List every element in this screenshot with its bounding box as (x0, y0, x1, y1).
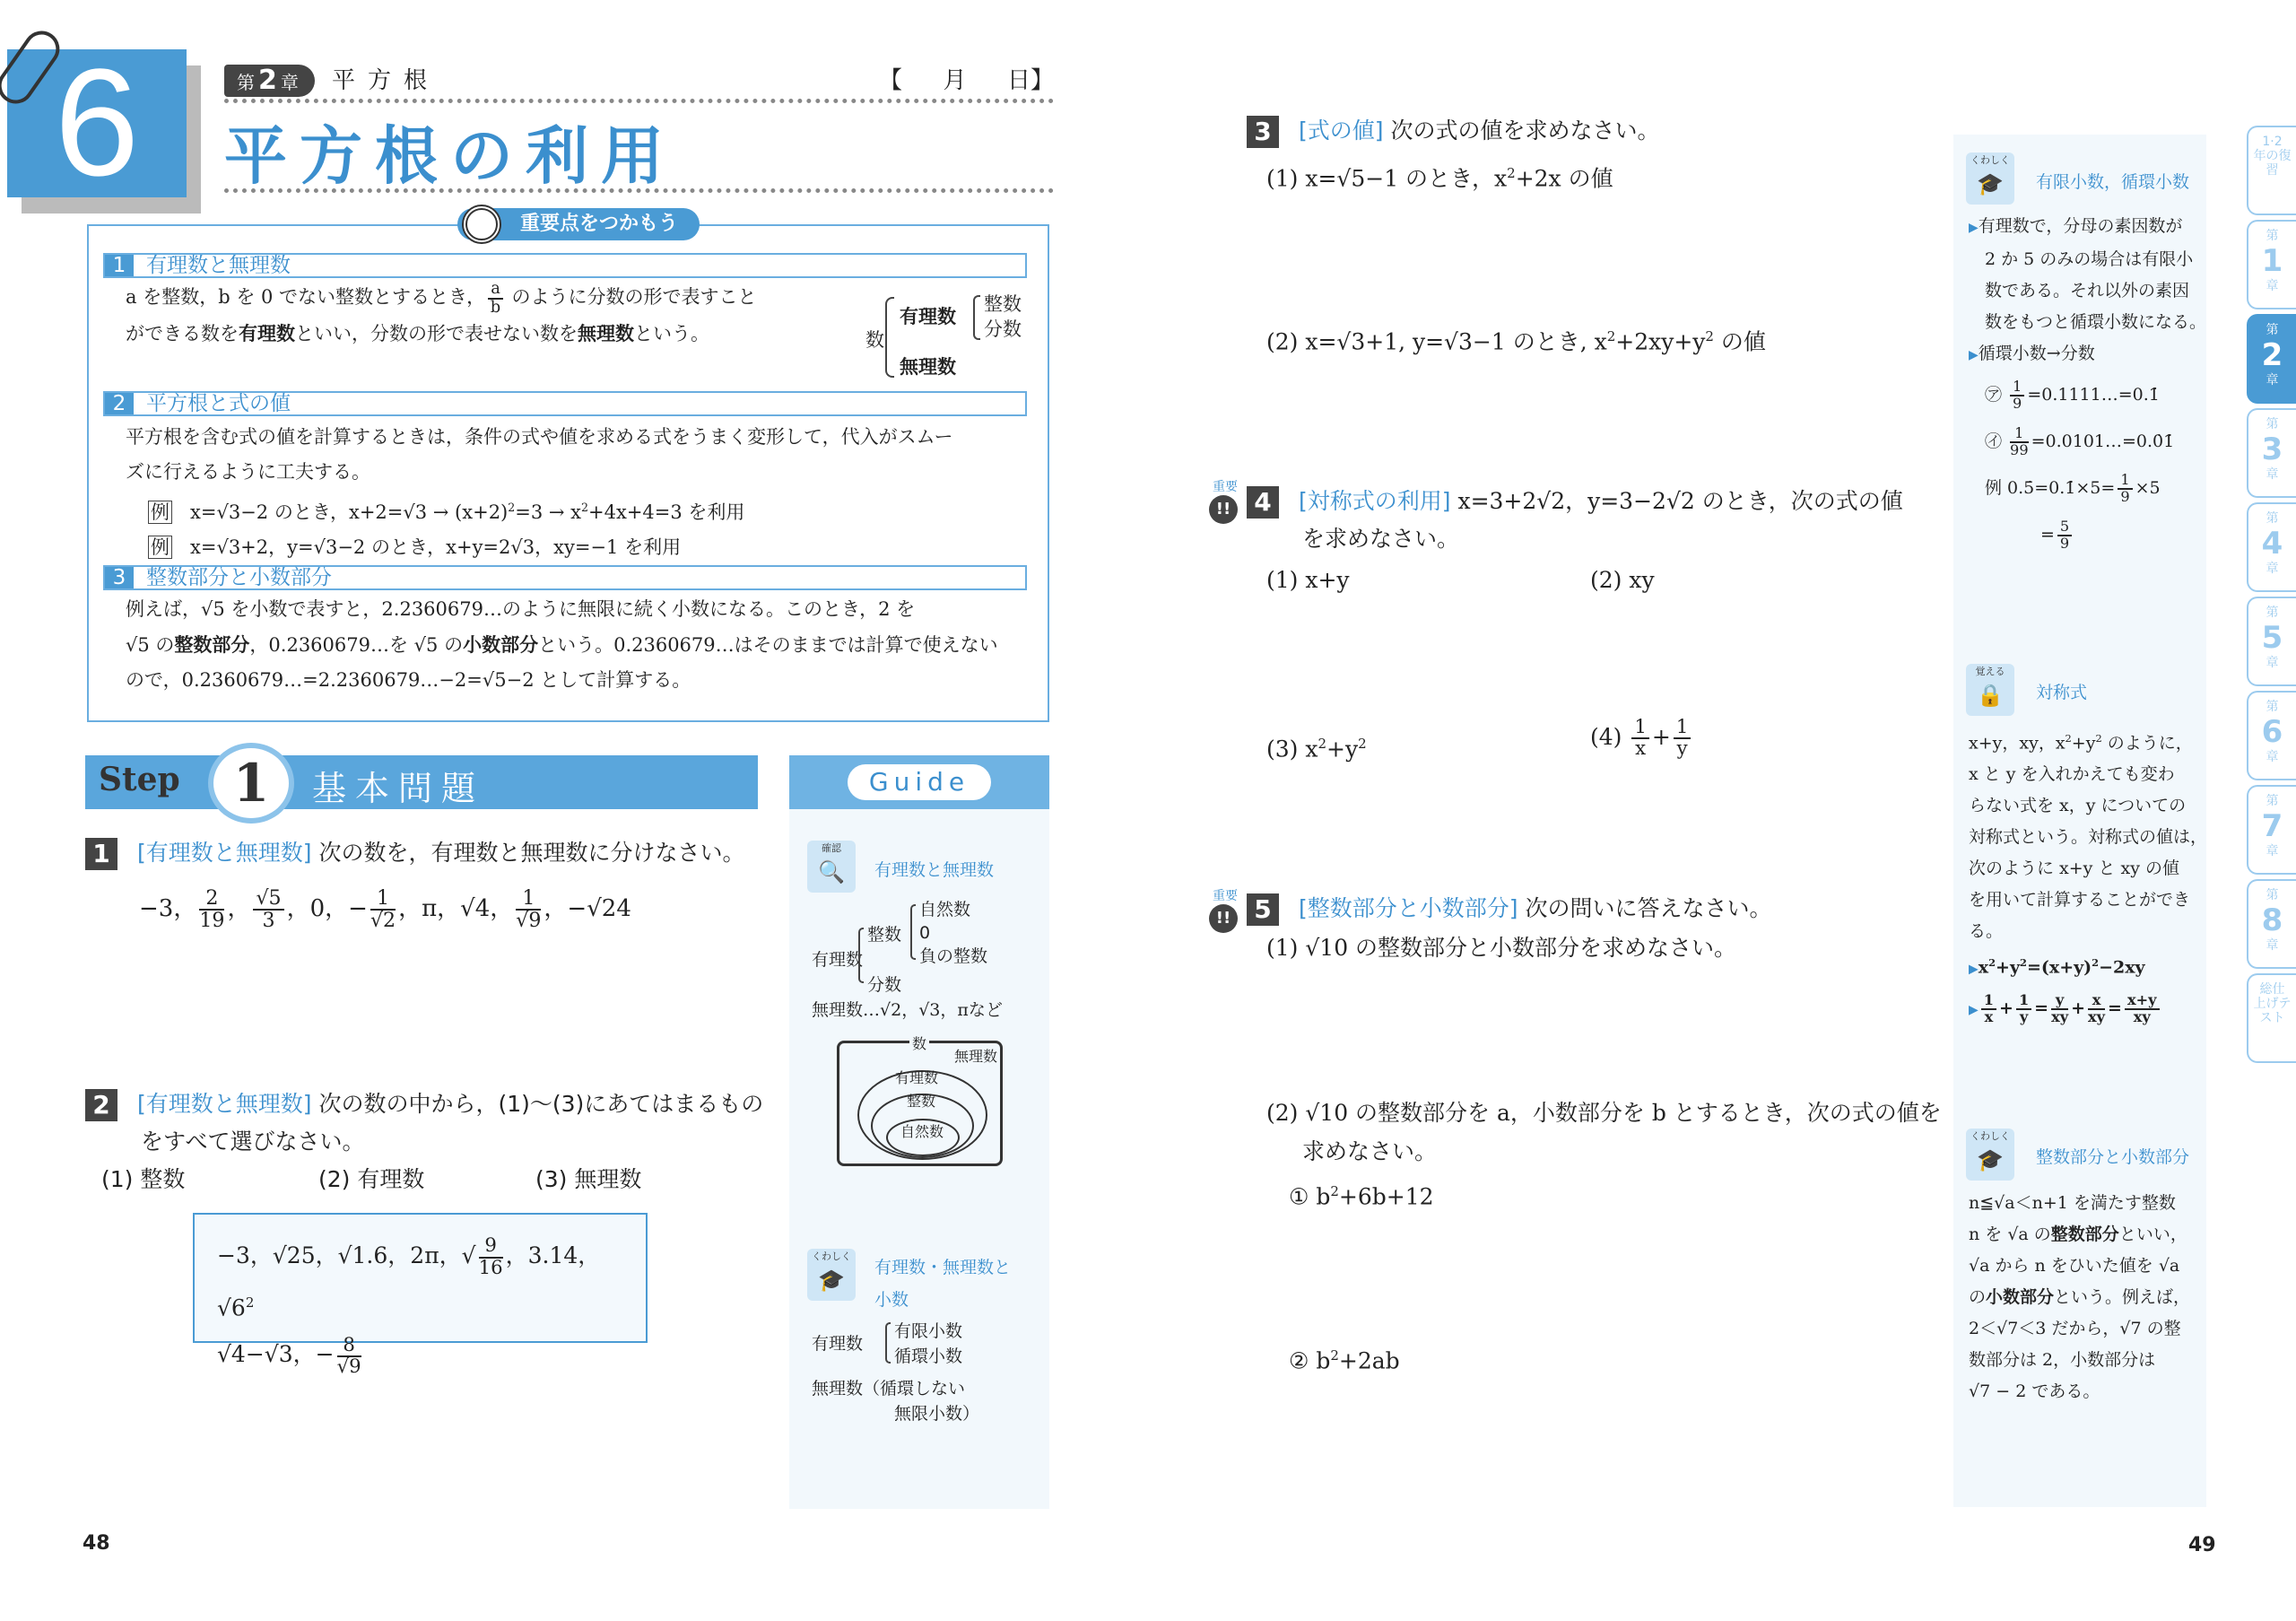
tip-line: x+y，xy，$x^2+y^2$ のように， (1969, 732, 2193, 754)
icon-label: くわしく (812, 1251, 851, 1262)
tip-line: ▶ $\frac{1}{x}$ + $\frac{1}{y}$ = $\frac{y}{xy}$ + $\frac{x}{xy}$ = $\frac{x+y}{xy}$ (1969, 986, 2211, 1033)
chapter-prefix: 第 (237, 72, 255, 93)
venn-diagram (837, 1035, 1003, 1166)
tip-line: る。 (1969, 921, 2004, 942)
fraction: $\frac{5}{9}$ (2057, 519, 2072, 552)
tab-top: 第 (2266, 700, 2279, 714)
question-text: 次の問いに答えなさい。 (1525, 895, 1772, 921)
label: 数 (865, 329, 884, 351)
tip-line: を用いて計算することができ (1969, 890, 2191, 911)
key-section-header (103, 253, 1027, 278)
sub-question: ② $b^2+2ab$ (1289, 1347, 1400, 1374)
tip-line: n≦√a＜n+1 を満たす整数 (1969, 1193, 2176, 1213)
number-box (193, 1213, 648, 1378)
tab-main: 8 (2261, 902, 2283, 938)
tip-line: ▶循環小数→分数 (1969, 344, 2095, 363)
magnifier-icon: 確認 🔍 (807, 841, 856, 893)
question-number: 2 (85, 1089, 117, 1121)
tip-line: 対称式という。対称式の値は， (1969, 827, 2208, 848)
fraction: $\frac{9}{16}$ (478, 1234, 503, 1279)
label: 整数 (907, 1093, 936, 1110)
label: 分数 (984, 318, 1022, 340)
question-tag: [対称式の利用] (1299, 488, 1451, 514)
label: 有理数 (812, 1334, 864, 1354)
tab-bottom: 章 (2266, 656, 2279, 670)
tip-line: らない式を x，y についての (1969, 796, 2187, 816)
tip-line: $▶x^2+y^2=(x+y)^2-2xy$ (1969, 956, 2145, 978)
fraction: $\frac{x+y}{xy}$ (2125, 993, 2160, 1025)
question-text: を求めなさい。 (1302, 526, 1460, 552)
label: 0 (919, 923, 931, 943)
divider (224, 99, 1054, 103)
decimal-tree (812, 1319, 1045, 1426)
key-section-header (103, 565, 1027, 590)
important-mark (1209, 477, 1241, 524)
tip-line: ㋐ $\frac{1}{9}$ =0.1111…=0.1̇ (1985, 378, 2160, 412)
icon-label: 覚える (1975, 666, 2005, 677)
tab-bottom: 年の復習 (2253, 149, 2292, 178)
fraction: $\frac{8}{√9}$ (336, 1333, 361, 1378)
tip-line: 数部分は 2，小数部分は (1969, 1350, 2156, 1370)
step-title: 基本問題 (312, 769, 485, 808)
sub-question: ① $b^2+6b+12$ (1289, 1183, 1434, 1210)
tab-bottom: 章 (2266, 938, 2279, 953)
question-5 (1247, 890, 1946, 928)
tab-top: 第 (2266, 606, 2279, 620)
sub-question: (2) xy (1590, 567, 1655, 593)
section-title: 平方根と式の値 (146, 392, 291, 415)
tab-bottom: 上げテスト (2253, 997, 2292, 1025)
sub-question: 求めなさい。 (1302, 1138, 1438, 1164)
title-line: 有理数・無理数と (874, 1258, 1012, 1277)
section-num: 3 (105, 567, 134, 588)
question-number: 5 (1247, 893, 1279, 926)
label: 負の整数 (919, 946, 988, 966)
sub-question: (3) 無理数 (535, 1166, 642, 1192)
number-list: −3，√25，√1.6，2π，√ $\frac{9}{16}$ ，3.14，$√6^2$ (217, 1234, 601, 1321)
divider (224, 188, 1054, 193)
target-icon (462, 205, 501, 244)
fraction: $\frac{a}{b}$ (488, 281, 503, 316)
label: 無限小数） (894, 1404, 980, 1424)
label: 無理数 (954, 1048, 998, 1065)
sub-question: (4) $\frac{1}{x}$ + $\frac{1}{y}$ (1590, 718, 1693, 760)
tab-top: 1·2 (2262, 135, 2283, 149)
fraction: $\frac{1}{√2}$ (370, 886, 396, 933)
question-number: 1 (85, 838, 117, 870)
tab-top: 第 (2266, 229, 2279, 243)
page-title: 平方根の利用 (224, 119, 676, 193)
tip-line: 次のように x+y と xy の値 (1969, 858, 2179, 879)
tab-top: 第 (2266, 888, 2279, 902)
chapter-tab[interactable] (2247, 597, 2296, 686)
question-tag: [有理数と無理数] (137, 840, 312, 866)
date-field (879, 65, 1054, 97)
important-label: 重要 (1213, 480, 1238, 494)
sub-question: (1) x+y (1266, 567, 1350, 593)
guide-label: Guide (848, 764, 991, 800)
section-num: 2 (105, 393, 134, 414)
question-number: 3 (1247, 116, 1279, 148)
tab-bottom: 章 (2266, 562, 2279, 576)
tip-line: x と y を入れかえても変わ (1969, 764, 2175, 785)
text-line: a を整数，b を 0 でない整数とするとき， $\frac{a}{b}$ のように分数の形で表すこと (126, 278, 757, 317)
date-day: 日】 (1006, 67, 1054, 94)
fraction: $\frac{y}{xy}$ (2051, 990, 2069, 1025)
key-section-header (103, 391, 1027, 416)
label: 自然数 (900, 1123, 944, 1140)
tip-body (1969, 723, 2211, 1033)
chapter-tab[interactable] (2247, 691, 2296, 780)
sub-question: (3) $x^2+y^2$ (1266, 736, 1367, 763)
fraction: $\frac{x}{xy}$ (2088, 990, 2106, 1025)
section-text (126, 420, 1031, 565)
exclamation-icon: !! (1209, 904, 1238, 933)
lesson-number: 6 (7, 49, 187, 197)
section-text (126, 592, 1031, 698)
section-title: 整数部分と小数部分 (146, 566, 332, 589)
fraction: $\frac{1}{9}$ (2118, 473, 2132, 505)
chapter-tab[interactable] (2247, 879, 2296, 969)
tab-bottom: 章 (2266, 844, 2279, 858)
chapter-tab[interactable] (2247, 973, 2296, 1063)
fraction: $\frac{1}{x}$ (1981, 993, 1996, 1025)
sub-question: (1) x=√5−1 のとき，$x^2+2x$ の値 (1266, 165, 1613, 192)
label: 整数 (867, 925, 902, 945)
section-title: 有理数と無理数 (146, 254, 291, 277)
sub-question: (2) x=√3+1, y=√3−1 のとき, $x^2+2xy+y^2$ の値 (1266, 328, 1766, 355)
tip-line: √a から n をひいた値を √a (1969, 1256, 2180, 1276)
lock-head-icon: 覚える 🔒 (1966, 664, 2014, 716)
tip-line: 2＜√7＜3 だから，√7 の整 (1969, 1319, 2181, 1338)
step-label: Step (99, 761, 180, 798)
label: 有理数 (812, 950, 864, 970)
tab-bottom: 章 (2266, 279, 2279, 293)
label: 循環小数 (894, 1346, 963, 1366)
tip-line: 例 0.5̇=0.1̇×5= $\frac{1}{9}$ ×5 (1985, 471, 2161, 505)
tip-body (1969, 211, 2206, 558)
tip-line: ▶有理数で，分母の素因数が (1969, 216, 2183, 236)
step-number: 1 (208, 743, 294, 824)
tab-main: 1 (2261, 243, 2283, 279)
tip-title: 有限小数，循環小数 (2036, 172, 2190, 192)
label: 数 (909, 1033, 929, 1053)
sub-question: (1) 整数 (101, 1166, 186, 1192)
label: 自然数 (919, 900, 971, 919)
tab-top: 第 (2266, 323, 2279, 337)
text-line: 例えば，√5 を小数で表すと，2.2360679…のように無限に続く小数になる。このとき，2 を (126, 598, 916, 620)
question-tag: [整数部分と小数部分] (1299, 895, 1518, 921)
tip-title: 対称式 (2036, 683, 2088, 702)
graduation-cap-icon: くわしく 🎓 (1966, 153, 2014, 205)
tab-bottom: 章 (2266, 373, 2279, 388)
text-line: ができる数を有理数といい，分数の形で表せない数を無理数という。 (126, 322, 709, 345)
tab-bottom: 章 (2266, 467, 2279, 482)
label: 無理数 (900, 356, 956, 378)
icon-label: くわしく (1970, 154, 2010, 166)
question-tag: [有理数と無理数] (137, 1091, 312, 1117)
text-line: √5 の整数部分，0.2360679…を √5 の小数部分という。0.2360679…はそのままでは計算で使えない (126, 633, 998, 656)
label: 有理数 (900, 306, 956, 327)
fraction: $\frac{1}{9}$ (2010, 379, 2024, 412)
label: 整数 (984, 293, 1022, 315)
tab-main: 4 (2261, 526, 2283, 562)
tab-top: 第 (2266, 794, 2279, 808)
fraction: $\frac{1}{y}$ (1674, 718, 1692, 760)
chapter-badge (224, 65, 315, 97)
label: 無理数（循環しない (812, 1379, 966, 1399)
question-text: 次の数の中から，(1)～(3)にあてはまるもの (318, 1091, 764, 1117)
text-line: ズに行えるように工夫する。 (126, 461, 370, 483)
label: 有理数 (895, 1069, 939, 1086)
fraction: $\frac{1}{x}$ (1631, 718, 1649, 760)
graduation-cap-icon: くわしく 🎓 (1966, 1129, 2014, 1181)
tab-main: 5 (2261, 620, 2283, 656)
title-line: 小数 (874, 1290, 909, 1310)
key-points-badge: 重要点をつかもう (457, 208, 700, 240)
chapter-tab[interactable] (2247, 314, 2296, 404)
icon-label: 確認 (822, 842, 841, 854)
tip-line: √7 − 2 である。 (1969, 1381, 2100, 1401)
tip-line: ㋑ $\frac{1}{99}$ =0.0101…=0.0̇1̇ (1985, 424, 2175, 458)
text-line: 平方根を含む式の値を計算するときは，条件の式や値を求める式をうまく変形して，代入がスムー (126, 426, 953, 448)
question-text: をすべて選びなさい。 (141, 1129, 365, 1155)
text-line: ので，0.2360679…=2.2360679…−2=√5−2 として計算する。 (126, 669, 691, 691)
icon-label: くわしく (1970, 1130, 2010, 1142)
fraction: $\frac{1}{√9}$ (516, 886, 542, 933)
tip-line: = $\frac{5}{9}$ (1969, 511, 2206, 558)
chapter-tab[interactable] (2247, 502, 2296, 592)
example-text: x=√3−2 のとき，$x+2=√3 \to (x+2)^2=3 \to x^2+4x+4=3$ を利用 (190, 501, 745, 523)
chapter-tab[interactable] (2247, 126, 2296, 215)
fraction: $\frac{2}{19}$ (199, 886, 225, 933)
tip-body (1969, 1188, 2211, 1407)
question-4 (1247, 483, 1946, 558)
example-text: x=√3+2，y=√3−2 のとき，x+y=2√3，xy=−1 を利用 (190, 536, 682, 558)
tab-top: 第 (2266, 511, 2279, 526)
tip-line: 2 か 5 のみの場合は有限小 (1985, 249, 2194, 269)
section-text (126, 280, 861, 352)
page-number: 48 (83, 1532, 110, 1555)
label: 有限小数 (894, 1321, 963, 1341)
chapter-tab[interactable] (2247, 408, 2296, 498)
chapter-tab[interactable] (2247, 785, 2296, 875)
tab-main: 6 (2261, 714, 2283, 750)
example-tag: 例 (148, 501, 172, 524)
label: 分数 (867, 975, 902, 995)
question-text: 次の数を，有理数と無理数に分けなさい。 (318, 840, 745, 866)
fraction: $\frac{1}{y}$ (2016, 993, 2031, 1025)
tip-line: 数をもつと循環小数になる。 (1985, 312, 2207, 332)
tip-line: n を √a の整数部分といい， (1969, 1224, 2187, 1244)
exclamation-icon: !! (1209, 495, 1238, 524)
graduation-cap-icon: くわしく 🎓 (807, 1249, 856, 1301)
tab-main: 7 (2261, 808, 2283, 844)
question-1 (85, 834, 767, 931)
tip-line: 数である。それ以外の素因 (1985, 281, 2190, 301)
question-number: 4 (1247, 486, 1279, 519)
tab-top: 第 (2266, 417, 2279, 431)
guide-title: 有理数と無理数 (874, 860, 995, 880)
tab-bottom: 章 (2266, 750, 2279, 764)
tab-main: 3 (2261, 431, 2283, 467)
fraction: $\frac{√5}{3}$ (253, 888, 283, 931)
question-tag: [式の値] (1299, 118, 1384, 144)
page-number: 49 (2188, 1534, 2216, 1556)
tip-line: の小数部分という。例えば， (1969, 1287, 2191, 1307)
number-classification (865, 292, 1036, 381)
example-tag: 例 (148, 536, 172, 559)
chapter-num: 2 (258, 65, 277, 96)
question-text: 次の式の値を求めなさい。 (1390, 118, 1660, 144)
chapter-suffix: 章 (280, 72, 299, 93)
chapter-tab[interactable] (2247, 220, 2296, 309)
tab-main: 2 (2261, 337, 2283, 373)
important-mark (1209, 886, 1241, 933)
fraction: $\frac{1}{99}$ (2010, 424, 2029, 458)
number-tree (812, 897, 1045, 1023)
date-month: 月 (943, 67, 967, 94)
tip-title: 整数部分と小数部分 (2036, 1147, 2190, 1167)
number-list: √4−√3，− $\frac{8}{√9}$ (217, 1333, 361, 1378)
section-num: 1 (105, 255, 134, 276)
unit-name: 平方根 (332, 67, 440, 94)
sub-question: (2) √10 の整数部分を a，小数部分を b とするとき，次の式の値を (1266, 1100, 1942, 1126)
question-text: x=3+2√2，y=3−2√2 のとき，次の式の値 (1457, 488, 1903, 514)
number-list: −3， $\frac{2}{19}$ ， $\frac{√5}{3}$ ，0，− $\frac{1}{√2}$ ，π，√4， $\frac{1}{√9}$ ，−√24 (139, 886, 631, 933)
important-label: 重要 (1213, 889, 1238, 903)
tab-top: 総仕 (2259, 982, 2285, 997)
guide-title (874, 1251, 1011, 1316)
sub-question: (2) 有理数 (318, 1166, 425, 1192)
label: 無理数…√2，√3，πなど (812, 1000, 1003, 1020)
date-open: 【 (879, 67, 903, 94)
sub-question: (1) √10 の整数部分と小数部分を求めなさい。 (1266, 935, 1737, 961)
question-3 (1247, 112, 1928, 150)
question-2 (85, 1085, 776, 1198)
